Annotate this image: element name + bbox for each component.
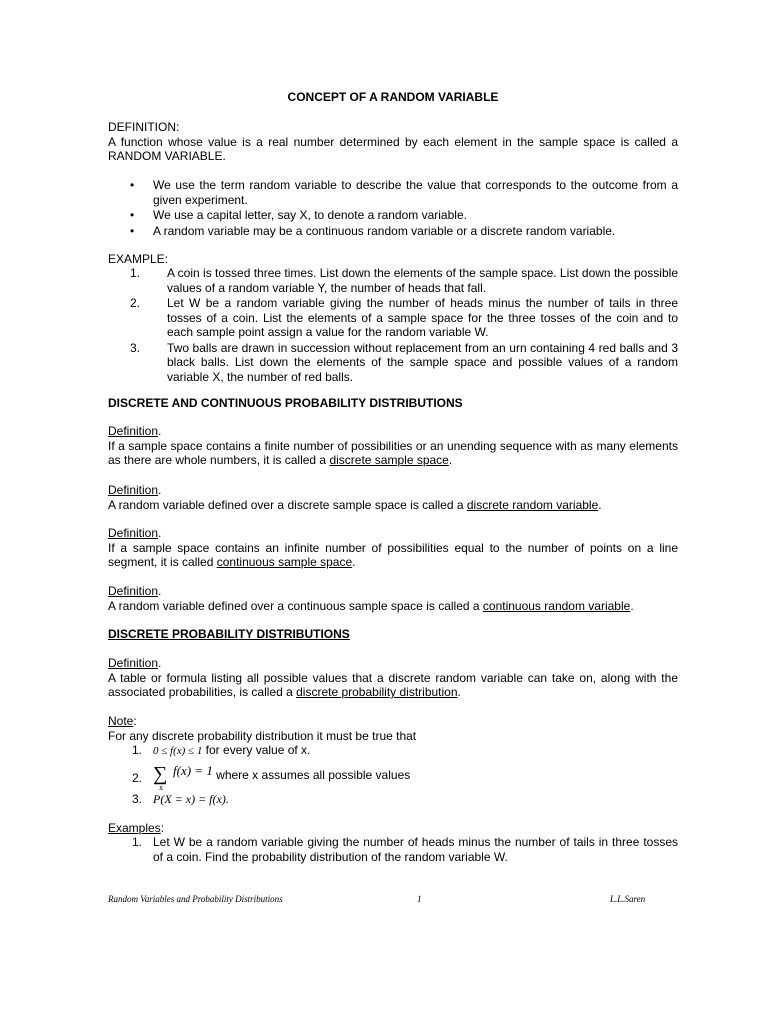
examples-block: Examples:: [108, 821, 165, 835]
list-item: 2. ∑ x f(x) = 1 where x assumes all possible values: [132, 762, 411, 792]
footer-left: Random Variables and Probability Distributions: [108, 894, 283, 904]
section-heading: DISCRETE PROBABILITY DISTRIBUTIONS: [108, 627, 350, 641]
definition-block: Definition. A random variable defined over a discrete sample space is called a discrete random variable.: [108, 483, 602, 512]
summation-icon: ∑ x: [153, 762, 168, 792]
footer-page-number: 1: [417, 894, 422, 904]
definition-label: DEFINITION:: [108, 120, 180, 134]
example-list: [108, 266, 678, 384]
definition-block: [108, 120, 678, 164]
note-list: [108, 743, 678, 806]
list-item: 3. P(X = x) = f(x).: [132, 791, 229, 806]
definition-block: Definition. If a sample space contains an infinite number of possibilities equal to the number of points on a line segment, it is called continuous sample space.: [108, 526, 678, 569]
list-item: 2. Let W be a random variable giving the number of heads minus the number of tails in three tosses of a coin. List the elements of a sample space for the three tosses of the coin and to each sample point assign a value for the random variable W.: [130, 296, 678, 339]
footer-author: L.L.Saren: [610, 894, 646, 904]
bullet-list: [108, 178, 678, 238]
page-title: CONCEPT OF A RANDOM VARIABLE: [287, 90, 499, 104]
list-item: 1. Let W be a random variable giving the number of heads minus the number of tails in three tosses of a coin. Find the probability distribution of the random variable W.: [132, 835, 678, 864]
list-item: • A random variable may be a continuous random variable or a discrete random variable.: [130, 223, 616, 238]
section-heading: DISCRETE AND CONTINUOUS PROBABILITY DISTRIBUTIONS: [108, 396, 463, 410]
note-intro: For any discrete probability distribution it must be true that: [108, 728, 417, 743]
list-item: 3. Two balls are drawn in succession without replacement from an urn containing 4 red balls and 3 black balls. List down the elements of the sample space and possible values of a random variable X, the number of red balls.: [130, 340, 678, 384]
definition-block: Definition. If a sample space contains a finite number of possibilities or an unending sequence with as many elements as there are whole numbers, it is called a discrete sample space.: [108, 424, 678, 467]
note-label: Note: [108, 714, 134, 728]
definition-block: Definition. A table or formula listing all possible values that a discrete random variable can take on, along with the associated probabilities, is called a discrete probability distribution.: [108, 656, 678, 699]
definition-block: Definition. A random variable defined over a continuous sample space is called a continuous random variable.: [108, 584, 634, 613]
example-label: EXAMPLE:: [108, 252, 169, 266]
examples-list: [108, 835, 678, 864]
definition-text: A function whose value is a real number determined by each element in the sample space is called a RANDOM VARIABLE.: [108, 134, 678, 163]
list-item: • We use the term random variable to describe the value that corresponds to the outcome from a given experiment.: [130, 178, 678, 207]
list-item: 1. 0 ≤ f(x) ≤ 1 for every value of x.: [132, 743, 311, 757]
list-item: 1. A coin is tossed three times. List down the elements of the sample space. List down the possible values of a random variable Y, the number of heads that fall.: [130, 266, 678, 295]
list-item: • We use a capital letter, say X, to denote a random variable.: [130, 208, 467, 222]
examples-label: Examples: [108, 821, 161, 835]
note-block: Note: For any discrete probability distribution it must be true that: [108, 714, 678, 743]
